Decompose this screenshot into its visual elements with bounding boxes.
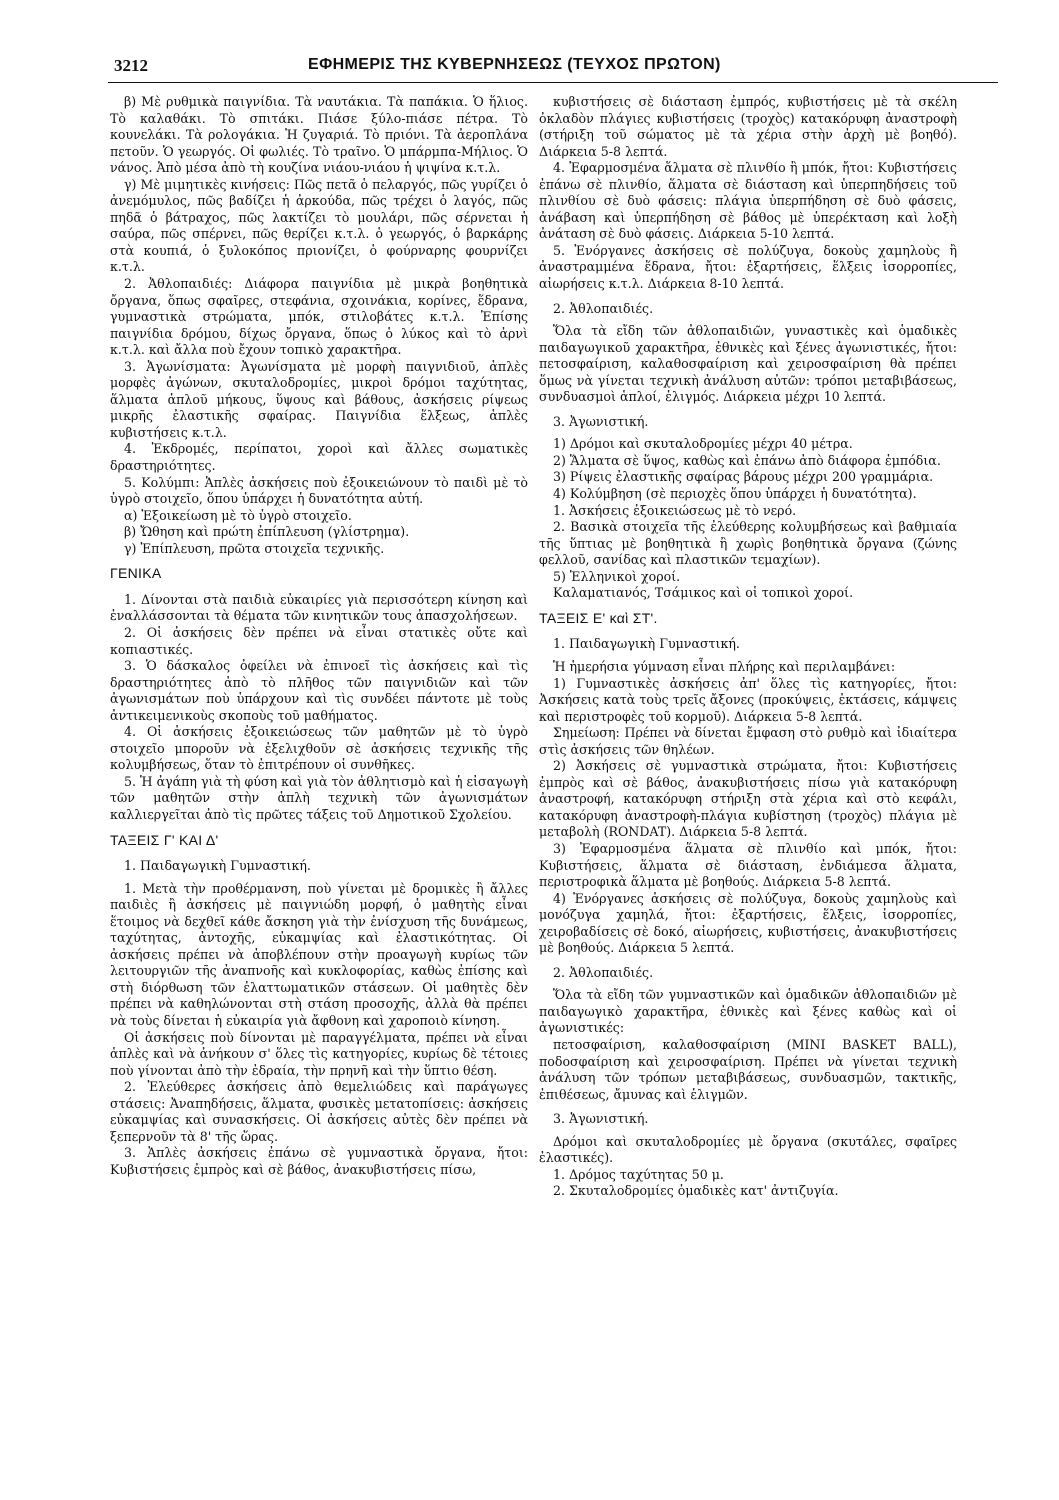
section-heading: ΤΑΞΕΙΣ Ε' καὶ ΣΤ'. — [539, 609, 658, 626]
paragraph: 3. Ὁ δάσκαλος ὀφείλει νὰ ἐπινοεῖ τὶς ἀσκήσεις καὶ τὶς δραστηριότητες ἀπὸ τὸ πλῆθος τῶν παιγνιδιῶν καὶ τῶν ἀγωνισμάτων ποὺ ὑπάρχουν καὶ τὶς συνδέει πάντοτε μὲ τοὺς ἀντικειμενικοὺς σκοποὺς τοῦ μαθήματος. — [110, 658, 528, 723]
paragraph: 4. Ἐφαρμοσμένα ἅλματα σὲ πλινθίο ἢ μπόκ, ἤτοι: Κυβιστήσεις ἐπάνω σὲ πλινθίο, ἅλματα σὲ διάσταση καὶ ὑπερπηδήσεις τοῦ πλινθίου σὲ δυὸ φάσεις: πλάγια ὑπερπήδηση σὲ δυὸ φάσεις, ἀνάβαση καὶ ὑπερπήδηση σὲ βάθος μὲ ὑπερέκταση καὶ λοξὴ ἀνάταση σὲ δυὸ φάσεις. Διάρκεια 5-10 λεπτά. — [539, 160, 957, 242]
paragraph: 5. Κολύμπι: Ἁπλὲς ἀσκήσεις ποὺ ἐξοικειώνουν τὸ παιδὶ μὲ τὸ ὑγρὸ στοιχεῖο, ὅπου ὑπάρχει ἡ δυνατότητα αὐτή. — [110, 474, 528, 507]
paragraph: 3) Ἐφαρμοσμένα ἅλματα σὲ πλινθίο καὶ μπόκ, ἤτοι: Κυβιστήσεις, ἅλματα σὲ διάσταση, ἐνδιάμεσα ἅλματα, περιστροφικὰ ἅλματα μὲ βοηθούς. Διάρκεια 5-8 λεπτά. — [539, 840, 957, 890]
subsection-heading: 2. Ἀθλοπαιδιές. — [553, 964, 654, 980]
paragraph: 2) Ἅλματα σὲ ὕψος, καθὼς καὶ ἐπάνω ἀπὸ διάφορα ἐμπόδια. — [553, 452, 941, 468]
paragraph: 5. Ἡ ἀγάπη γιὰ τὴ φύση καὶ γιὰ τὸν ἀθλητισμὸ καὶ ἡ εἰσαγωγὴ τῶν μαθητῶν στὴν ἁπλὴ τεχνικὴ τῶν ἀγωνισμάτων καλλιεργεῖται ἀπὸ τὶς πρῶτες τάξεις τοῦ Δημοτικοῦ Σχολείου. — [110, 773, 528, 822]
paragraph: 2. Ἐλεύθερες ἀσκήσεις ἀπὸ θεμελιώδεις καὶ παράγωγες στάσεις: Ἀναπηδήσεις, ἅλματα, φυσικὲς μετατοπίσεις: ἀσκήσεις εὐκαμψίας καὶ συνασκήσεις. Οἱ ἀσκήσεις αὐτὲς δὲν πρέπει νὰ ξεπερνοῦν τὰ 8' τῆς ὥρας. — [110, 1079, 528, 1144]
paragraph: 1. Δρόμος ταχύτητας 50 μ. — [553, 1166, 724, 1182]
paragraph: κυβιστήσεις σὲ διάσταση ἐμπρός, κυβιστήσεις μὲ τὰ σκέλη ὀκλαδὸν πλάγιες κυβιστήσεις (τροχὸς) κατακόρυφη ἀναστροφὴ (στήριξη τοῦ σώματος μὲ τὰ χέρια στὴν ἀρχὴ μὲ βοηθό). Διάρκεια 5-8 λεπτά. — [539, 94, 957, 159]
paragraph: Οἱ ἀσκήσεις ποὺ δίνονται μὲ παραγγέλματα, πρέπει νὰ εἶναι ἁπλὲς καὶ νὰ ἀνήκουν σ' ὅλες τὶς κατηγορίες, κυρίως δὲ τέτοιες ποὺ γίνονται ἀπὸ τὴν ἐδραία, τὴν πρηνῆ καὶ τὴν ὕπτιο θέση. — [110, 1029, 528, 1078]
paragraph: 2. Οἱ ἀσκήσεις δὲν πρέπει νὰ εἶναι στατικὲς οὔτε καὶ κοπιαστικές. — [110, 624, 528, 657]
paragraph: 1) Γυμναστικὲς ἀσκήσεις ἀπ' ὅλες τὶς κατηγορίες, ἤτοι: Ἀσκήσεις κατὰ τοὺς τρεῖς ἄξονες (προκύψεις, ἐκτάσεις, κάμψεις καὶ περιστροφὲς τοῦ κορμοῦ). Διάρκεια 5-8 λεπτά. — [539, 675, 957, 724]
page-number: 3212 — [114, 56, 148, 75]
paragraph: 2. Βασικὰ στοιχεῖα τῆς ἐλεύθερης κολυμβήσεως καὶ βαθμιαία τῆς ὕπτιας μὲ βοηθητικὰ ἢ χωρὶς βοηθητικὰ ὄργανα (ζώνης φελλοῦ, σανίδας καὶ πλαστικῶν τεμαχίων). — [539, 519, 957, 568]
paragraph: Καλαματιανός, Τσάμικος καὶ οἱ τοπικοὶ χοροί. — [553, 585, 854, 601]
paragraph: 2. Ἀθλοπαιδιές: Διάφορα παιγνίδια μὲ μικρὰ βοηθητικὰ ὄργανα, ὅπως σφαῖρες, στεφάνια, σχοινάκια, κορίνες, ἕδρανα, γυμναστικὰ στρώματα, μπόκ, στιλοβάτες κ.τ.λ. Ἐπίσης παιγνίδια δρόμου, δίχως ὄργανα, ὅπως ὁ λύκος καὶ τὸ ἀρνὶ κ.τ.λ. καὶ ἄλλα ποὺ ἔχουν τοπικὸ χαρακτῆρα. — [110, 276, 528, 358]
paragraph: Δρόμοι καὶ σκυταλοδρομίες μὲ ὄργανα (σκυτάλες, σφαῖρες ἐλαστικές). — [539, 1133, 957, 1166]
paragraph: 4) Κολύμβηση (σὲ περιοχὲς ὅπου ὑπάρχει ἡ δυνατότητα). — [553, 486, 917, 502]
paragraph: 1) Δρόμοι καὶ σκυταλοδρομίες μέχρι 40 μέτρα. — [553, 436, 853, 452]
paragraph: Ἡ ἡμερήσια γύμναση εἶναι πλήρης καὶ περιλαμβάνει: — [553, 658, 896, 674]
paragraph: 5. Ἐνόργανες ἀσκήσεις σὲ πολύζυγα, δοκοὺς χαμηλοὺς ἢ ἀναστραμμένα ἕδρανα, ἤτοι: ἐξαρτήσεις, ἕλξεις ἰσορροπίες, αἰωρήσεις κ.τ.λ. Διάρκεια 8-10 λεπτά. — [539, 242, 957, 292]
paragraph: 5) Ἑλληνικοὶ χοροί. — [553, 568, 681, 584]
subsection-heading: 1. Παιδαγωγικὴ Γυμναστική. — [124, 858, 311, 874]
paragraph: γ) Ἐπίπλευση, πρῶτα στοιχεῖα τεχνικῆς. — [124, 540, 385, 556]
paragraph: 1. Δίνονται στὰ παιδιὰ εὐκαιρίες γιὰ περισσότερη κίνηση καὶ ἐναλλάσσονται τὰ θέματα τῶν κινητικῶν τους ἀπασχολήσεων. — [110, 591, 528, 624]
subsection-heading: 3. Ἀγωνιστική. — [553, 413, 649, 429]
page-header — [108, 52, 998, 83]
paragraph: Ὅλα τὰ εἴδη τῶν ἀθλοπαιδιῶν, γυναστικὲς καὶ ὁμαδικὲς παιδαγωγικοῦ χαρακτῆρα, ἐθνικὲς καὶ ξένες ἀγωνιστικές, ἤτοι: πετοσφαίριση, καλαθοσφαίριση καὶ χειροσφαίριση θὰ πρέπει ὅμως νὰ γίνεται τεχνικὴ ἀνάλυση αὐτῶν: τρόποι μεταβιβάσεως, συνδυασμοὶ ἁπλοί, ἑλιγμός. Διάρκεια μέχρι 10 λεπτά. — [539, 323, 957, 405]
right-column — [539, 94, 957, 1200]
paragraph: 2. Σκυταλοδρομίες ὁμαδικὲς κατ' ἀντιζυγία. — [553, 1183, 839, 1199]
paragraph: β) Ὤθηση καὶ πρώτη ἐπίπλευση (γλίστρημα). — [124, 524, 410, 540]
paragraph: 1. Μετὰ τὴν προθέρμανση, ποὺ γίνεται μὲ δρομικὲς ἢ ἄλλες παιδιὲς ἢ ἀσκήσεις μὲ παιγνιώδη μορφή, ὁ μαθητὴς εἶναι ἕτοιμος νὰ δεχθεῖ κάθε ἄσκηση γιὰ τὴν ἐνίσχυση τῆς δυνάμεως, ταχύτητας, ἀντοχῆς, εὐκαμψίας καὶ ἐλαστικότητας. Οἱ ἀσκήσεις πρέπει νὰ ἀποβλέπουν στὴν προαγωγὴ κυρίως τῶν λειτουργιῶν τῆς ἀναπνοῆς καὶ κυκλοφορίας, καθὼς ἐπίσης καὶ στὴ διόρθωση τῶν ἐλαττωματικῶν στάσεων. Οἱ μαθητὲς δὲν πρέπει νὰ καθηλώνονται στὴ στάση προσοχῆς, ἀλλὰ θὰ πρέπει νὰ τοὺς δίνεται ἡ εὐκαιρία γιὰ ἄφθονη καὶ χαροποιὸ κίνηση. — [110, 880, 528, 1028]
paragraph: 3. Ἀγωνίσματα: Ἀγωνίσματα μὲ μορφὴ παιγνιδιοῦ, ἁπλὲς μορφὲς ἀγώνων, σκυταλοδρομίες, μικροὶ δρόμοι ταχύτητας, ἅλματα ἁπλοῦ μήκους, ὕψους καὶ βάθους, ἀσκήσεις ρίψεως μικρῆς ἐλαστικῆς σφαίρας. Παιγνίδια ἕλξεως, ἁπλὲς κυβιστήσεις κ.τ.λ. — [110, 358, 528, 440]
paragraph: 3) Ρίψεις ἐλαστικῆς σφαίρας βάρους μέχρι 200 γραμμάρια. — [553, 469, 934, 485]
paragraph: 2) Ἀσκήσεις σὲ γυμναστικὰ στρώματα, ἤτοι: Κυβιστήσεις ἐμπρὸς καὶ σὲ βάθος, ἀνακυβιστήσεις πίσω γιὰ κατακόρυφη ἀναστροφή, κατακόρυφη στήριξη στὰ χέρια καὶ στὸ κεφάλι, κατακόρυφη ἀναστροφὴ-πλάγια κυβίστηση (τροχὸς) πλάγια μὲ μεταβολὴ (RONDAT). Διάρκεια 5-8 λεπτά. — [539, 758, 957, 840]
subsection-heading: 2. Ἀθλοπαιδιές. — [553, 300, 654, 316]
paragraph: 1. Ἀσκήσεις ἐξοικειώσεως μὲ τὸ νερό. — [553, 502, 797, 518]
paragraph: 4. Οἱ ἀσκήσεις ἐξοικειώσεως τῶν μαθητῶν μὲ τὸ ὑγρὸ στοιχεῖο μποροῦν νὰ ἐξελιχθοῦν σὲ ἀσκήσεις τεχνικῆς τῆς κολυμβήσεως, ὅταν τὸ ἐπιτρέπουν οἱ συνθῆκες. — [110, 724, 528, 773]
section-heading: ΤΑΞΕΙΣ Γ' ΚΑΙ Δ' — [110, 831, 219, 848]
paragraph: 3. Ἁπλὲς ἀσκήσεις ἐπάνω σὲ γυμναστικὰ ὄργανα, ἤτοι: Κυβιστήσεις ἐμπρὸς καὶ σὲ βάθος, ἀνακυβιστήσεις πίσω, — [110, 1145, 528, 1177]
subsection-heading: 3. Ἀγωνιστική. — [553, 1111, 649, 1127]
left-column — [110, 94, 528, 1178]
paragraph: α) Ἐξοικείωση μὲ τὸ ὑγρὸ στοιχεῖο. — [124, 507, 352, 523]
paragraph: πετοσφαίριση, καλαθοσφαίριση (MINI BASKET BALL), ποδοσφαίριση καὶ χειροσφαίριση. Πρέπει νὰ γίνεται τεχνικὴ ἀνάλυση τῶν τρόπων μεταβιβάσεως, συνδυασμῶν, τακτικῆς, ἐπιθέσεως, ἄμυνας καὶ ἑλιγμῶν. — [539, 1036, 957, 1102]
paragraph: β) Μὲ ρυθμικὰ παιγνίδια. Τὰ ναυτάκια. Τὰ παπάκια. Ὁ ἥλιος. Τὸ καλαθάκι. Τὸ σπιτάκι. Πιάσε ξύλο-πιάσε πέτρα. Τὸ κουνελάκι. Τὰ ρολογάκια. Ἡ ζυγαριά. Τὸ πριόνι. Τὰ ἀεροπλάνα πετοῦν. Ὁ γεωργός. Οἱ φωλιές. Τὸ τραῖνο. Ὁ μπάρμπα-Μήλιος. Ὁ νάνος. Ἀπὸ μέσα ἀπὸ τὴ κουζίνα νιάου-νιάου ἡ ψιψίνα κ.τ.λ. — [110, 94, 528, 176]
running-title: ΕΦΗΜΕΡΙΣ ΤΗΣ ΚΥΒΕΡΝΗΣΕΩΣ (ΤΕΥΧΟΣ ΠΡΩΤΟΝ) — [308, 56, 721, 73]
subsection-heading: 1. Παιδαγωγικὴ Γυμναστική. — [553, 636, 740, 652]
paragraph: 4. Ἐκδρομές, περίπατοι, χοροὶ καὶ ἄλλες σωματικὲς δραστηριότητες. — [110, 441, 528, 474]
section-heading: ΓΕΝΙΚΑ — [110, 565, 162, 582]
paragraph: γ) Μὲ μιμητικὲς κινήσεις: Πῶς πετᾶ ὁ πελαργός, πῶς γυρίζει ὁ ἀνεμόμυλος, πῶς βαδίζει ἡ ἀρκούδα, πῶς τρέχει ὁ λαγός, πῶς πηδᾶ ὁ βάτραχος, πῶς λακτίζει τὸ μουλάρι, πῶς σέρνεται ἡ σαύρα, πῶς σπέρνει, πῶς θερίζει κ.τ.λ. ὁ γεωργός, ὁ βαρκάρης στὰ κουπιά, ὁ ξυλοκόπος πριονίζει, ὁ φούρναρης φουρνίζει κ.τ.λ. — [110, 176, 528, 275]
paragraph: Σημείωση: Πρέπει νὰ δίνεται ἔμφαση στὸ ρυθμὸ καὶ ἰδιαίτερα στὶς ἀσκήσεις τῶν θηλέων. — [539, 725, 957, 757]
paragraph: Ὅλα τὰ εἴδη τῶν γυμναστικῶν καὶ ὁμαδικῶν ἀθλοπαιδιῶν μὲ παιδαγωγικὸ χαρακτῆρα, ἐθνικὲς καὶ ξένες καθὼς καὶ οἱ ἀγωνιστικές: — [539, 987, 957, 1036]
paragraph: 4) Ἐνόργανες ἀσκήσεις σὲ πολύζυγα, δοκοὺς χαμηλοὺς καὶ μονόζυγα χαμηλά, ἤτοι: ἐξαρτήσεις, ἕλξεις, ἰσορροπίες, χειροβαδίσεις σὲ δοκό, αἰωρήσεις, κυβιστήσεις, ἀνακυβιστήσεις μὲ βοηθούς. Διάρκεια 5 λεπτά. — [539, 890, 957, 956]
